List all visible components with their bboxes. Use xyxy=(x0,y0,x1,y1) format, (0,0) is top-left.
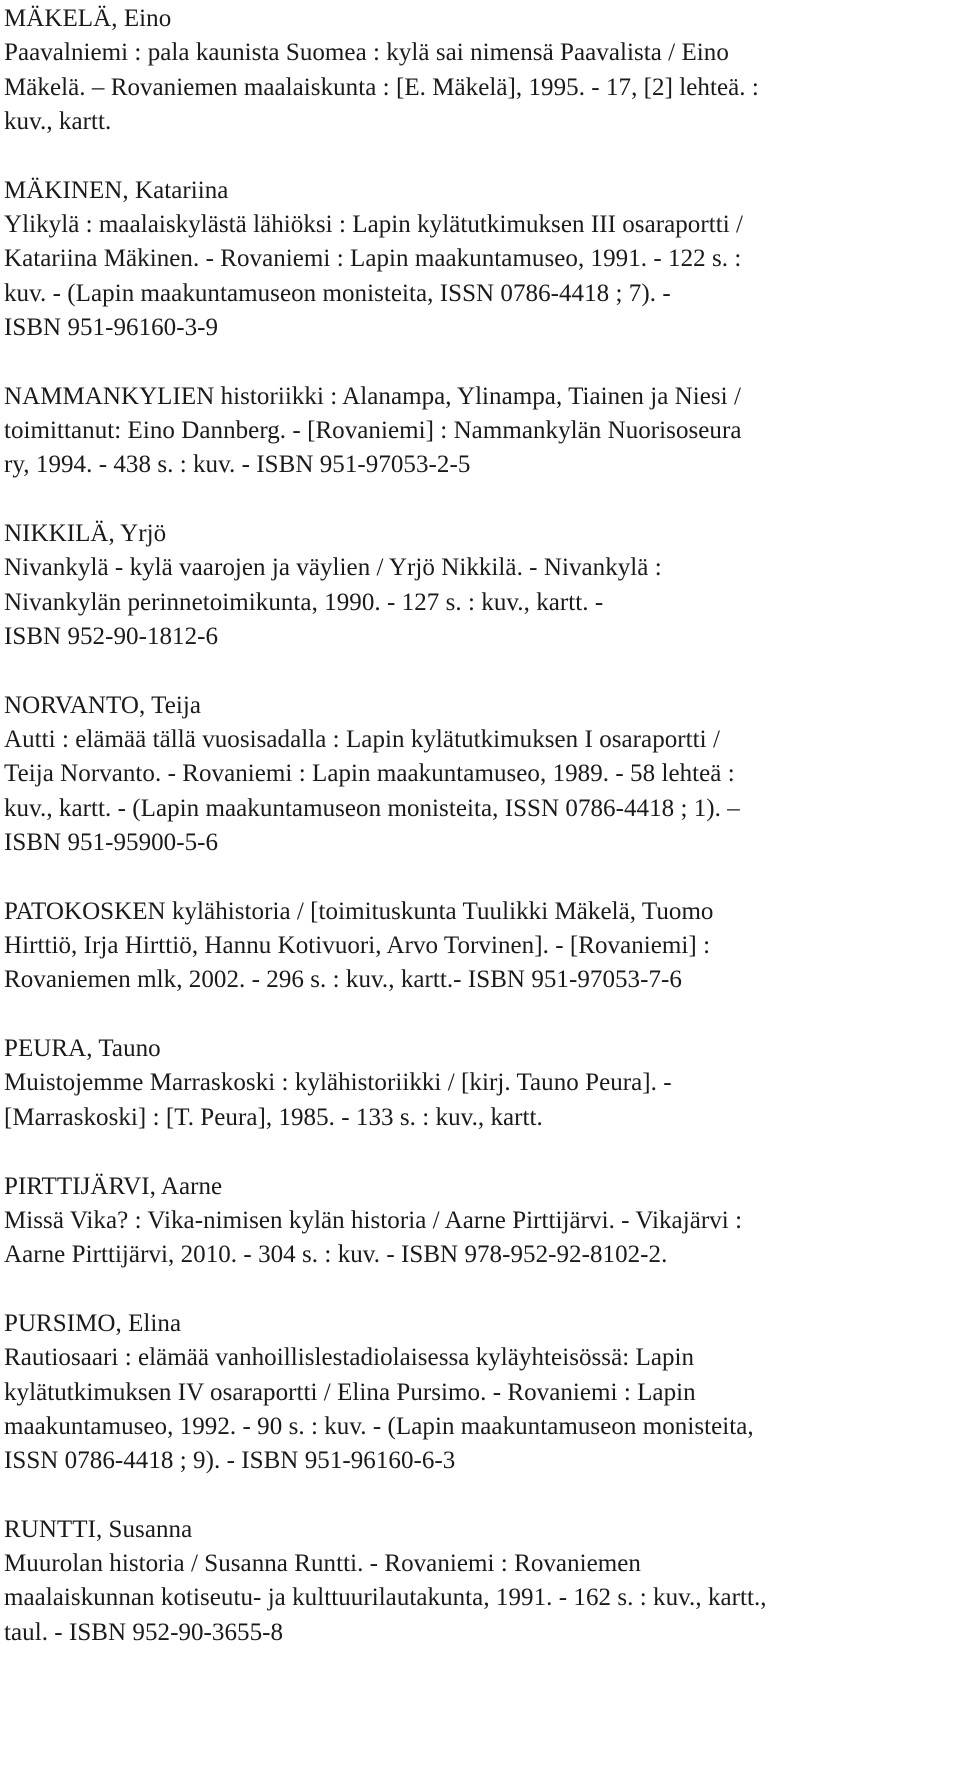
entry-text xyxy=(4,517,954,654)
entry-line: kuv., kartt. xyxy=(4,107,112,135)
entry-line: Muurolan historia / Susanna Runtti. - Rovaniemi : Rovaniemen xyxy=(4,1550,641,1578)
entry-line: Missä Vika? : Vika-nimisen kylän historia / Aarne Pirttijärvi. - Vikajärvi : xyxy=(4,1206,743,1234)
entry-text xyxy=(4,1170,954,1273)
entry-line: MÄKINEN, Katariina xyxy=(4,176,229,204)
entry-text xyxy=(4,1032,954,1135)
entry-line: PATOKOSKEN kylähistoria / [toimituskunta Tuulikki Mäkelä, Tuomo xyxy=(4,897,714,925)
entry-line: Paavalniemi : pala kaunista Suomea : kylä sai nimensä Paavalista / Eino xyxy=(4,39,729,67)
entry-text xyxy=(4,2,954,139)
entry-line: maalaiskunnan kotiseutu- ja kulttuurilautakunta, 1991. - 162 s. : kuv., kartt., xyxy=(4,1584,767,1612)
entry-line: ry, 1994. - 438 s. : kuv. - ISBN 951-97053-2-5 xyxy=(4,451,471,479)
entry-line: RUNTTI, Susanna xyxy=(4,1515,193,1543)
entry-line: toimittanut: Eino Dannberg. - [Rovaniemi] : Nammankylän Nuorisoseura xyxy=(4,416,742,444)
entry-line: NAMMANKYLIEN historiikki : Alanampa, Ylinampa, Tiainen ja Niesi / xyxy=(4,382,741,410)
entry-line: [Marraskoski] : [T. Peura], 1985. - 133 s. : kuv., kartt. xyxy=(4,1103,543,1131)
entry-line: Katariina Mäkinen. - Rovaniemi : Lapin maakuntamuseo, 1991. - 122 s. : xyxy=(4,245,742,273)
bibliography-entry-patokosken xyxy=(4,895,954,998)
bibliography-entry-nikkila xyxy=(4,517,954,654)
entry-line: MÄKELÄ, Eino xyxy=(4,5,172,32)
entry-line: NIKKILÄ, Yrjö xyxy=(4,520,167,548)
entry-line: PIRTTIJÄRVI, Aarne xyxy=(4,1172,223,1200)
bibliography-entry-peura xyxy=(4,1032,954,1135)
entry-line: Mäkelä. – Rovaniemen maalaiskunta : [E. Mäkelä], 1995. - 17, [2] lehteä. : xyxy=(4,73,759,101)
entry-line: Muistojemme Marraskoski : kylähistoriikki / [kirj. Tauno Peura]. - xyxy=(4,1069,672,1097)
entry-text xyxy=(4,1307,954,1478)
entry-line: ISBN 951-95900-5-6 xyxy=(4,828,219,856)
entry-line: Nivankylä - kylä vaarojen ja väylien / Yrjö Nikkilä. - Nivankylä : xyxy=(4,554,662,582)
bibliography-entry-pursimo xyxy=(4,1307,954,1478)
entry-line: PEURA, Tauno xyxy=(4,1035,161,1063)
entry-text xyxy=(4,895,954,998)
bibliography-entry-makela xyxy=(4,2,954,139)
bibliography-entry-pirttijarvi xyxy=(4,1170,954,1273)
bibliography-entry-runtti xyxy=(4,1513,954,1650)
entry-line: Rautiosaari : elämää vanhoillislestadiolaisessa kyläyhteisössä: Lapin xyxy=(4,1344,695,1372)
entry-text xyxy=(4,689,954,860)
entry-text xyxy=(4,174,954,345)
entry-line: kuv. - (Lapin maakuntamuseon monisteita, ISSN 0786-4418 ; 7). - xyxy=(4,279,671,307)
entry-text xyxy=(4,1513,954,1650)
entry-line: Autti : elämää tällä vuosisadalla : Lapin kylätutkimuksen I osaraportti / xyxy=(4,726,720,754)
entry-line: maakuntamuseo, 1992. - 90 s. : kuv. - (Lapin maakuntamuseon monisteita, xyxy=(4,1412,754,1440)
bibliography-entry-makinen xyxy=(4,174,954,345)
bibliography-entry-nammankylien xyxy=(4,380,954,483)
entry-line: Aarne Pirttijärvi, 2010. - 304 s. : kuv. - ISBN 978-952-92-8102-2. xyxy=(4,1241,668,1269)
entry-line: Hirttiö, Irja Hirttiö, Hannu Kotivuori, Arvo Torvinen]. - [Rovaniemi] : xyxy=(4,932,711,960)
entry-line: kylätutkimuksen IV osaraportti / Elina Pursimo. - Rovaniemi : Lapin xyxy=(4,1378,696,1406)
bibliography-entry-norvanto xyxy=(4,689,954,860)
entry-line: ISBN 952-90-1812-6 xyxy=(4,622,219,650)
entry-line: Teija Norvanto. - Rovaniemi : Lapin maakuntamuseo, 1989. - 58 lehteä : xyxy=(4,760,735,788)
entry-line: ISBN 951-96160-3-9 xyxy=(4,313,219,341)
entry-line: Nivankylän perinnetoimikunta, 1990. - 127 s. : kuv., kartt. - xyxy=(4,588,604,616)
entry-line: taul. - ISBN 952-90-3655-8 xyxy=(4,1618,284,1646)
entry-line: PURSIMO, Elina xyxy=(4,1309,182,1337)
bibliography-page xyxy=(4,2,954,1685)
entry-line: NORVANTO, Teija xyxy=(4,691,202,719)
entry-line: kuv., kartt. - (Lapin maakuntamuseon monisteita, ISSN 0786-4418 ; 1). – xyxy=(4,794,740,822)
entry-line: Rovaniemen mlk, 2002. - 296 s. : kuv., kartt.- ISBN 951-97053-7-6 xyxy=(4,966,682,994)
entry-text xyxy=(4,380,954,483)
entry-line: Ylikylä : maalaiskylästä lähiöksi : Lapin kylätutkimuksen III osaraportti / xyxy=(4,210,744,238)
entry-line: ISSN 0786-4418 ; 9). - ISBN 951-96160-6-3 xyxy=(4,1447,456,1475)
